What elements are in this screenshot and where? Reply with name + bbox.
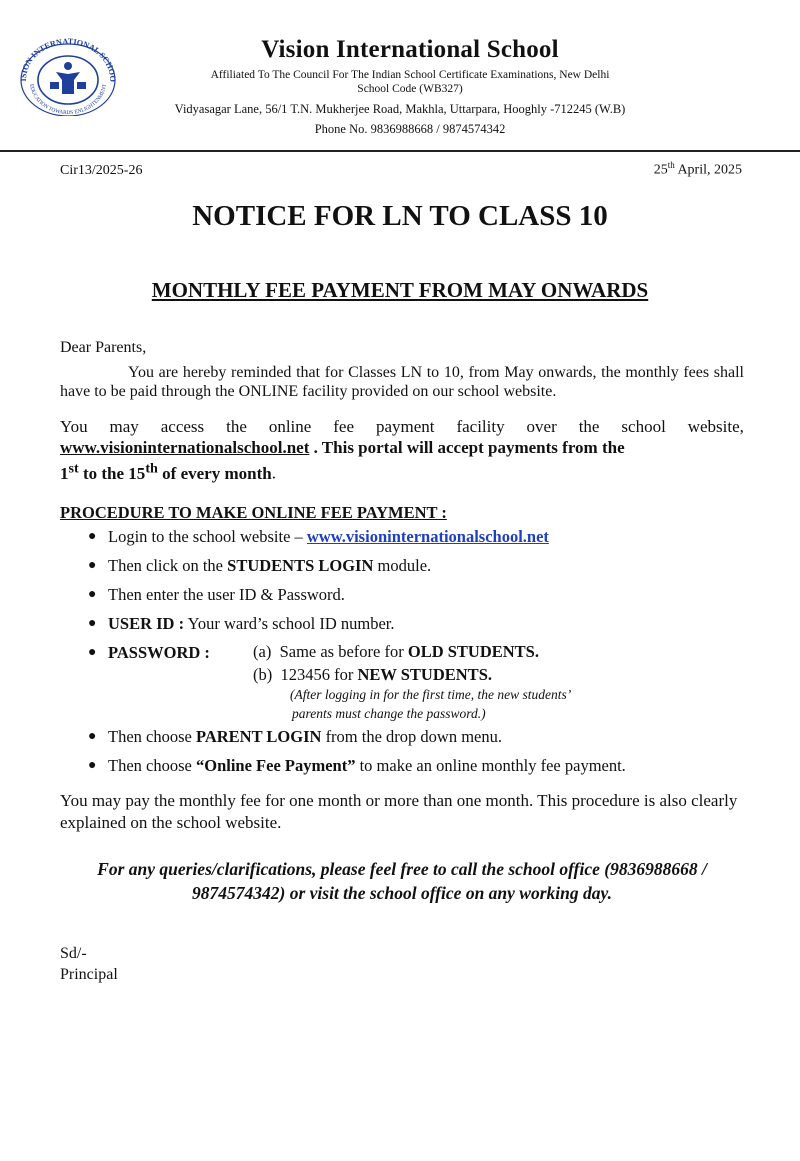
step-bold: STUDENTS LOGIN [227, 556, 374, 575]
affiliation-text: Affiliated To The Council For The Indian School Certificate Examinations, New Delhi [210, 69, 610, 81]
option-marker: (a) [253, 642, 272, 661]
word: the [578, 417, 600, 436]
step-bold: “Online Fee Payment” [195, 756, 356, 775]
step-text: Your ward’s school ID number. [184, 614, 395, 633]
queries-note: For any queries/clarifications, please feel free to call the school office (9836988668 / 9874574342) or visit the school office on any working day. [97, 859, 707, 903]
word: You [60, 417, 88, 436]
procedure-list [88, 525, 768, 783]
step-text: module. [373, 556, 432, 575]
step-text: Then choose [108, 756, 196, 775]
portal-paragraph [60, 416, 744, 484]
header-divider [0, 150, 800, 152]
procedure-step-password [88, 641, 768, 725]
step-text: from the drop down menu. [321, 727, 502, 746]
password-label: PASSWORD : [108, 643, 210, 662]
step-text: Then enter the user ID & Password. [108, 585, 345, 604]
day-last-suffix: th [145, 460, 158, 476]
password-note [108, 685, 768, 723]
day-first: 1 [60, 463, 69, 483]
procedure-step-students-login [88, 554, 768, 583]
step-bold: USER ID : [108, 614, 185, 633]
signatory-designation: Principal [60, 966, 118, 983]
every-month-text: of every month [157, 463, 272, 483]
login-website-link[interactable]: www.visioninternationalschool.net [306, 527, 549, 546]
option-bold: OLD STUDENTS. [407, 642, 539, 661]
school-name: Vision International School [261, 36, 559, 63]
logo-text-bottom: EDUCATION TOWARDS ENLIGHTENMENT [28, 83, 108, 116]
word: online [268, 417, 312, 436]
portal-accept-text: . This portal will accept payments from the [309, 438, 625, 457]
salutation: Dear Parents, [60, 339, 147, 356]
procedure-step-login [88, 525, 768, 554]
school-logo [16, 36, 120, 116]
date-day: 25 [653, 162, 668, 178]
portal-paragraph-line3 [60, 458, 744, 484]
option-text: Same as before for [279, 642, 408, 661]
reminder-paragraph [60, 363, 744, 401]
step-text: Then click on the [108, 556, 228, 575]
bullet-icon: ● [88, 529, 97, 544]
reminder-text: You are hereby reminded that for Classes LN to 10, from May onwards, the monthly fees shall have to be paid through the ONLINE facility provided on our school website. [60, 364, 744, 400]
signature-mark: Sd/- [60, 945, 87, 962]
word: access [160, 417, 205, 436]
bullet-icon: ● [88, 616, 97, 631]
step-text: Then choose [108, 727, 196, 746]
period: . [271, 463, 276, 483]
password-row-a [108, 641, 768, 664]
step-text: to make an online monthly fee payment. [355, 756, 626, 775]
option-marker: (b) [253, 665, 273, 684]
procedure-step-online-payment [88, 754, 768, 783]
word: the [226, 417, 247, 436]
school-address: Vidyasagar Lane, 56/1 T.N. Mukherjee Road, Makhla, Uttarpara, Hooghly -712245 (W.B) [174, 102, 626, 116]
procedure-step-credentials [88, 583, 768, 612]
school-phone: Phone No. 9836988668 / 9874574342 [314, 122, 506, 136]
date-month-year: April, 2025 [674, 162, 742, 178]
step-bold: PARENT LOGIN [195, 727, 322, 746]
password-note-line1: (After logging in for the first time, the new students’ [290, 687, 572, 702]
password-row-b [108, 664, 768, 685]
logo-text-top: ISION INTERNATIONAL SCHOO [18, 36, 118, 83]
bullet-icon: ● [88, 558, 97, 573]
procedure-step-parent-login [88, 725, 768, 754]
word: over [526, 417, 557, 436]
affiliation-block [160, 68, 660, 96]
procedure-step-user-id [88, 612, 768, 641]
word: facility [456, 417, 505, 436]
word: payment [375, 417, 435, 436]
step-text: Login to the school website – [108, 527, 307, 546]
portal-paragraph-line2 [60, 437, 744, 458]
bullet-icon: ● [88, 729, 97, 744]
notice-date [654, 160, 742, 179]
password-note-line2: parents must change the password.) [292, 706, 486, 721]
word: may [109, 417, 139, 436]
word: fee [333, 417, 355, 436]
day-first-suffix: st [68, 460, 79, 476]
word: website, [687, 417, 744, 436]
closing-paragraph: You may pay the monthly fee for one month or more than one month. This procedure is also clearly explained on the school website. [60, 791, 738, 832]
bullet-icon: ● [88, 645, 97, 660]
school-website-url[interactable]: www.visioninternationalschool.net [60, 438, 310, 457]
notice-subtitle: MONTHLY FEE PAYMENT FROM MAY ONWARDS [151, 278, 649, 302]
date-suffix: th [667, 160, 675, 170]
word: school [621, 417, 666, 436]
bullet-icon: ● [88, 587, 97, 602]
circular-number: Cir13/2025-26 [60, 163, 143, 178]
notice-title: NOTICE FOR LN TO CLASS 10 [192, 200, 608, 232]
procedure-heading: PROCEDURE TO MAKE ONLINE FEE PAYMENT : [60, 503, 447, 522]
option-bold: NEW STUDENTS. [357, 665, 492, 684]
option-text: 123456 for [280, 665, 358, 684]
day-range-text: to the 15 [78, 463, 146, 483]
bullet-icon: ● [88, 758, 97, 773]
school-code: School Code (WB327) [357, 83, 463, 95]
portal-paragraph-line1 [60, 416, 744, 437]
